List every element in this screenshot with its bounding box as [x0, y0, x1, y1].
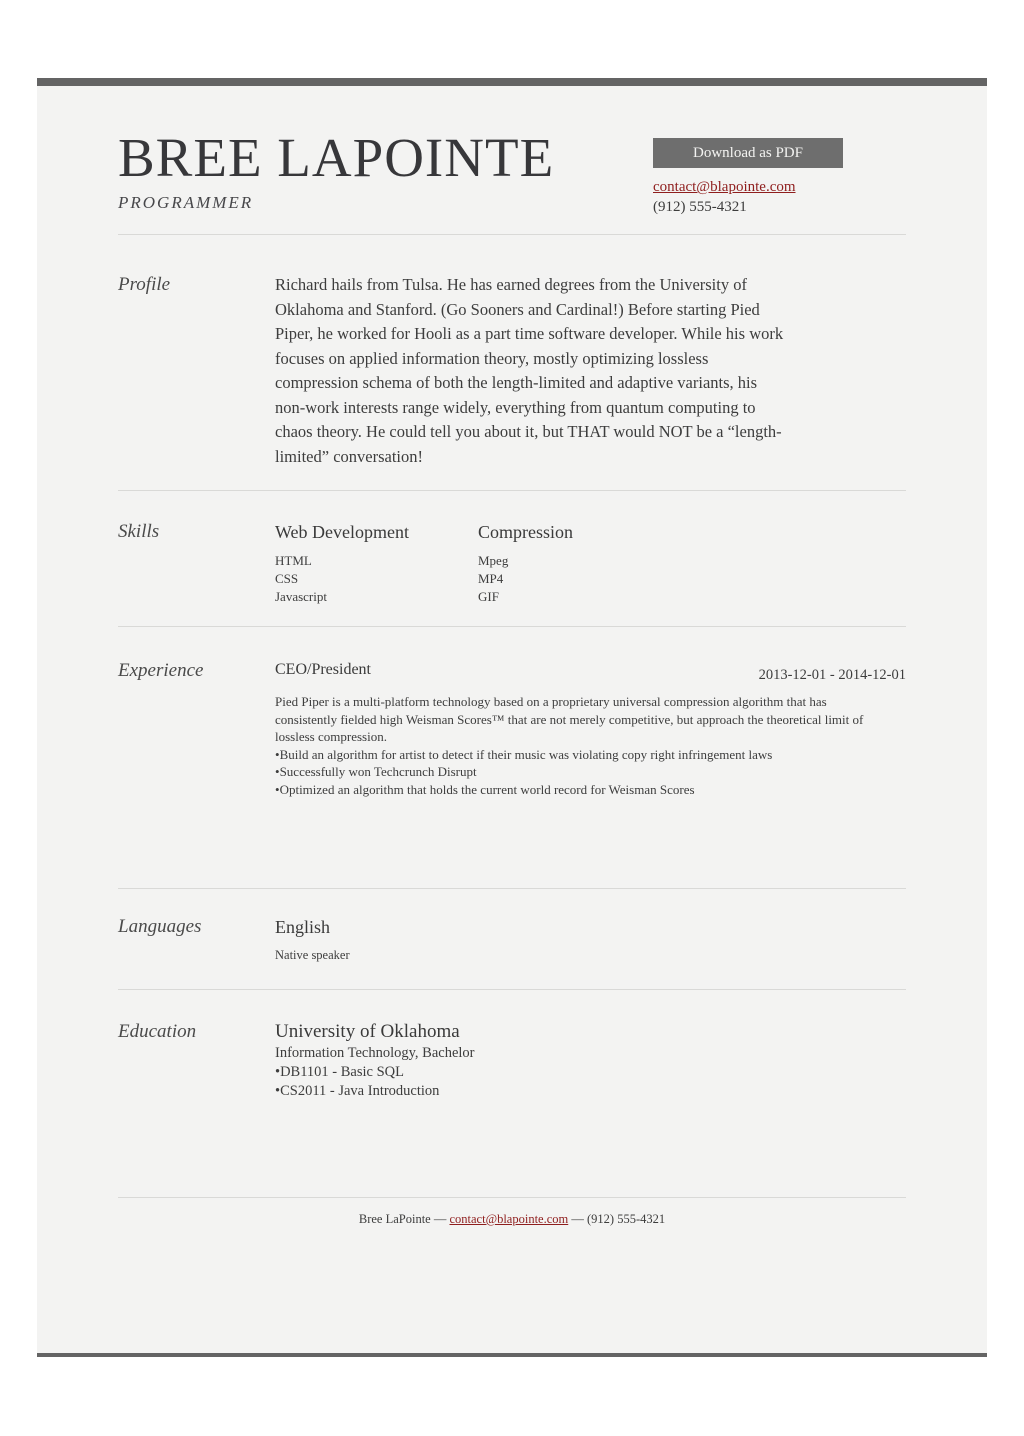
- resume-header: [118, 127, 906, 234]
- header-email-link[interactable]: contact@blapointe.com: [653, 179, 796, 195]
- section-skills: [118, 490, 906, 626]
- skill-item: Mpeg: [478, 553, 509, 568]
- experience-bullet: • Successfully won Techcrunch Disrupt: [275, 763, 906, 781]
- header-phone: (912) 555-4321: [653, 199, 747, 215]
- profile-content: [275, 273, 906, 469]
- language-entry: [275, 915, 906, 963]
- profile-text: Richard hails from Tulsa. He has earned degrees from the University of Oklahoma and Stanford. (Go Sooners and Cardinal!) Before starting Pied Piper, he worked for Hooli as a part time software developer. While his work focuses on applied information theory, mostly optimizing lossless compression schema of both the length-limited and adaptive variants, his non-work interests range widely, everything from quantum computing to chaos theory. He could tell you about it, but THAT would NOT be a “length-limited” conversation!: [275, 275, 784, 466]
- experience-entry: [275, 659, 906, 798]
- person-role: PROGRAMMER: [118, 193, 254, 212]
- experience-bullet: • Build an algorithm for artist to detect if their music was violating copy right infringement laws: [275, 746, 906, 764]
- section-label-education: Education: [118, 1021, 197, 1042]
- section-experience: [118, 626, 906, 888]
- skill-item: CSS: [275, 571, 299, 586]
- education-degree: Information Technology, Bachelor: [275, 1045, 475, 1061]
- footer-separator: —: [433, 1212, 447, 1226]
- experience-entry-header: [275, 659, 906, 685]
- language-name: English: [275, 917, 331, 937]
- skill-item: GIF: [478, 589, 499, 604]
- skill-item: HTML: [275, 553, 312, 568]
- experience-description: Pied Piper is a multi-platform technology based on a proprietary universal compression algorithm that has consistently fielded high Weisman Scores™ that are not merely competitive, but approach the theoretical limit of lossless compression.: [275, 694, 864, 744]
- section-label-profile: Profile: [118, 274, 171, 295]
- skill-group-compression: [478, 520, 681, 606]
- download-pdf-button[interactable]: Download as PDF: [653, 138, 843, 168]
- section-label-languages: Languages: [118, 916, 202, 937]
- education-school: University of Oklahoma: [275, 1021, 460, 1042]
- education-course: • DB1101 - Basic SQL: [275, 1063, 906, 1082]
- experience-title: CEO/President: [275, 661, 371, 678]
- skill-item: Javascript: [275, 589, 327, 604]
- skill-group-title: Compression: [478, 522, 574, 542]
- footer-email-link[interactable]: contact@blapointe.com: [449, 1212, 569, 1226]
- language-level: Native speaker: [275, 948, 350, 962]
- education-content: [275, 1020, 906, 1101]
- experience-content: [275, 659, 906, 864]
- languages-content: [275, 915, 906, 963]
- skills-content: [275, 520, 906, 606]
- footer-name: Bree LaPointe: [358, 1212, 431, 1226]
- section-label-experience: Experience: [118, 660, 204, 681]
- section-languages: [118, 888, 906, 989]
- resume-card: [37, 78, 987, 1357]
- skill-item: MP4: [478, 571, 504, 586]
- person-name: BREE LAPOINTE: [118, 127, 555, 188]
- experience-dates: 2013-12-01 - 2014-12-01: [758, 667, 906, 683]
- section-education: [118, 989, 906, 1197]
- section-label-skills: Skills: [118, 521, 160, 542]
- experience-bullet: • Optimized an algorithm that holds the current world record for Weisman Scores: [275, 781, 906, 799]
- education-course: • CS2011 - Java Introduction: [275, 1082, 906, 1101]
- footer-separator: —: [571, 1212, 584, 1226]
- skill-group-title: Web Development: [275, 522, 410, 542]
- resume-footer: [118, 1197, 906, 1228]
- skill-group-web-development: [275, 520, 478, 606]
- section-profile: [118, 234, 906, 490]
- education-entry: [275, 1020, 906, 1101]
- header-contact-block: [653, 138, 905, 216]
- footer-phone: (912) 555-4321: [587, 1212, 666, 1226]
